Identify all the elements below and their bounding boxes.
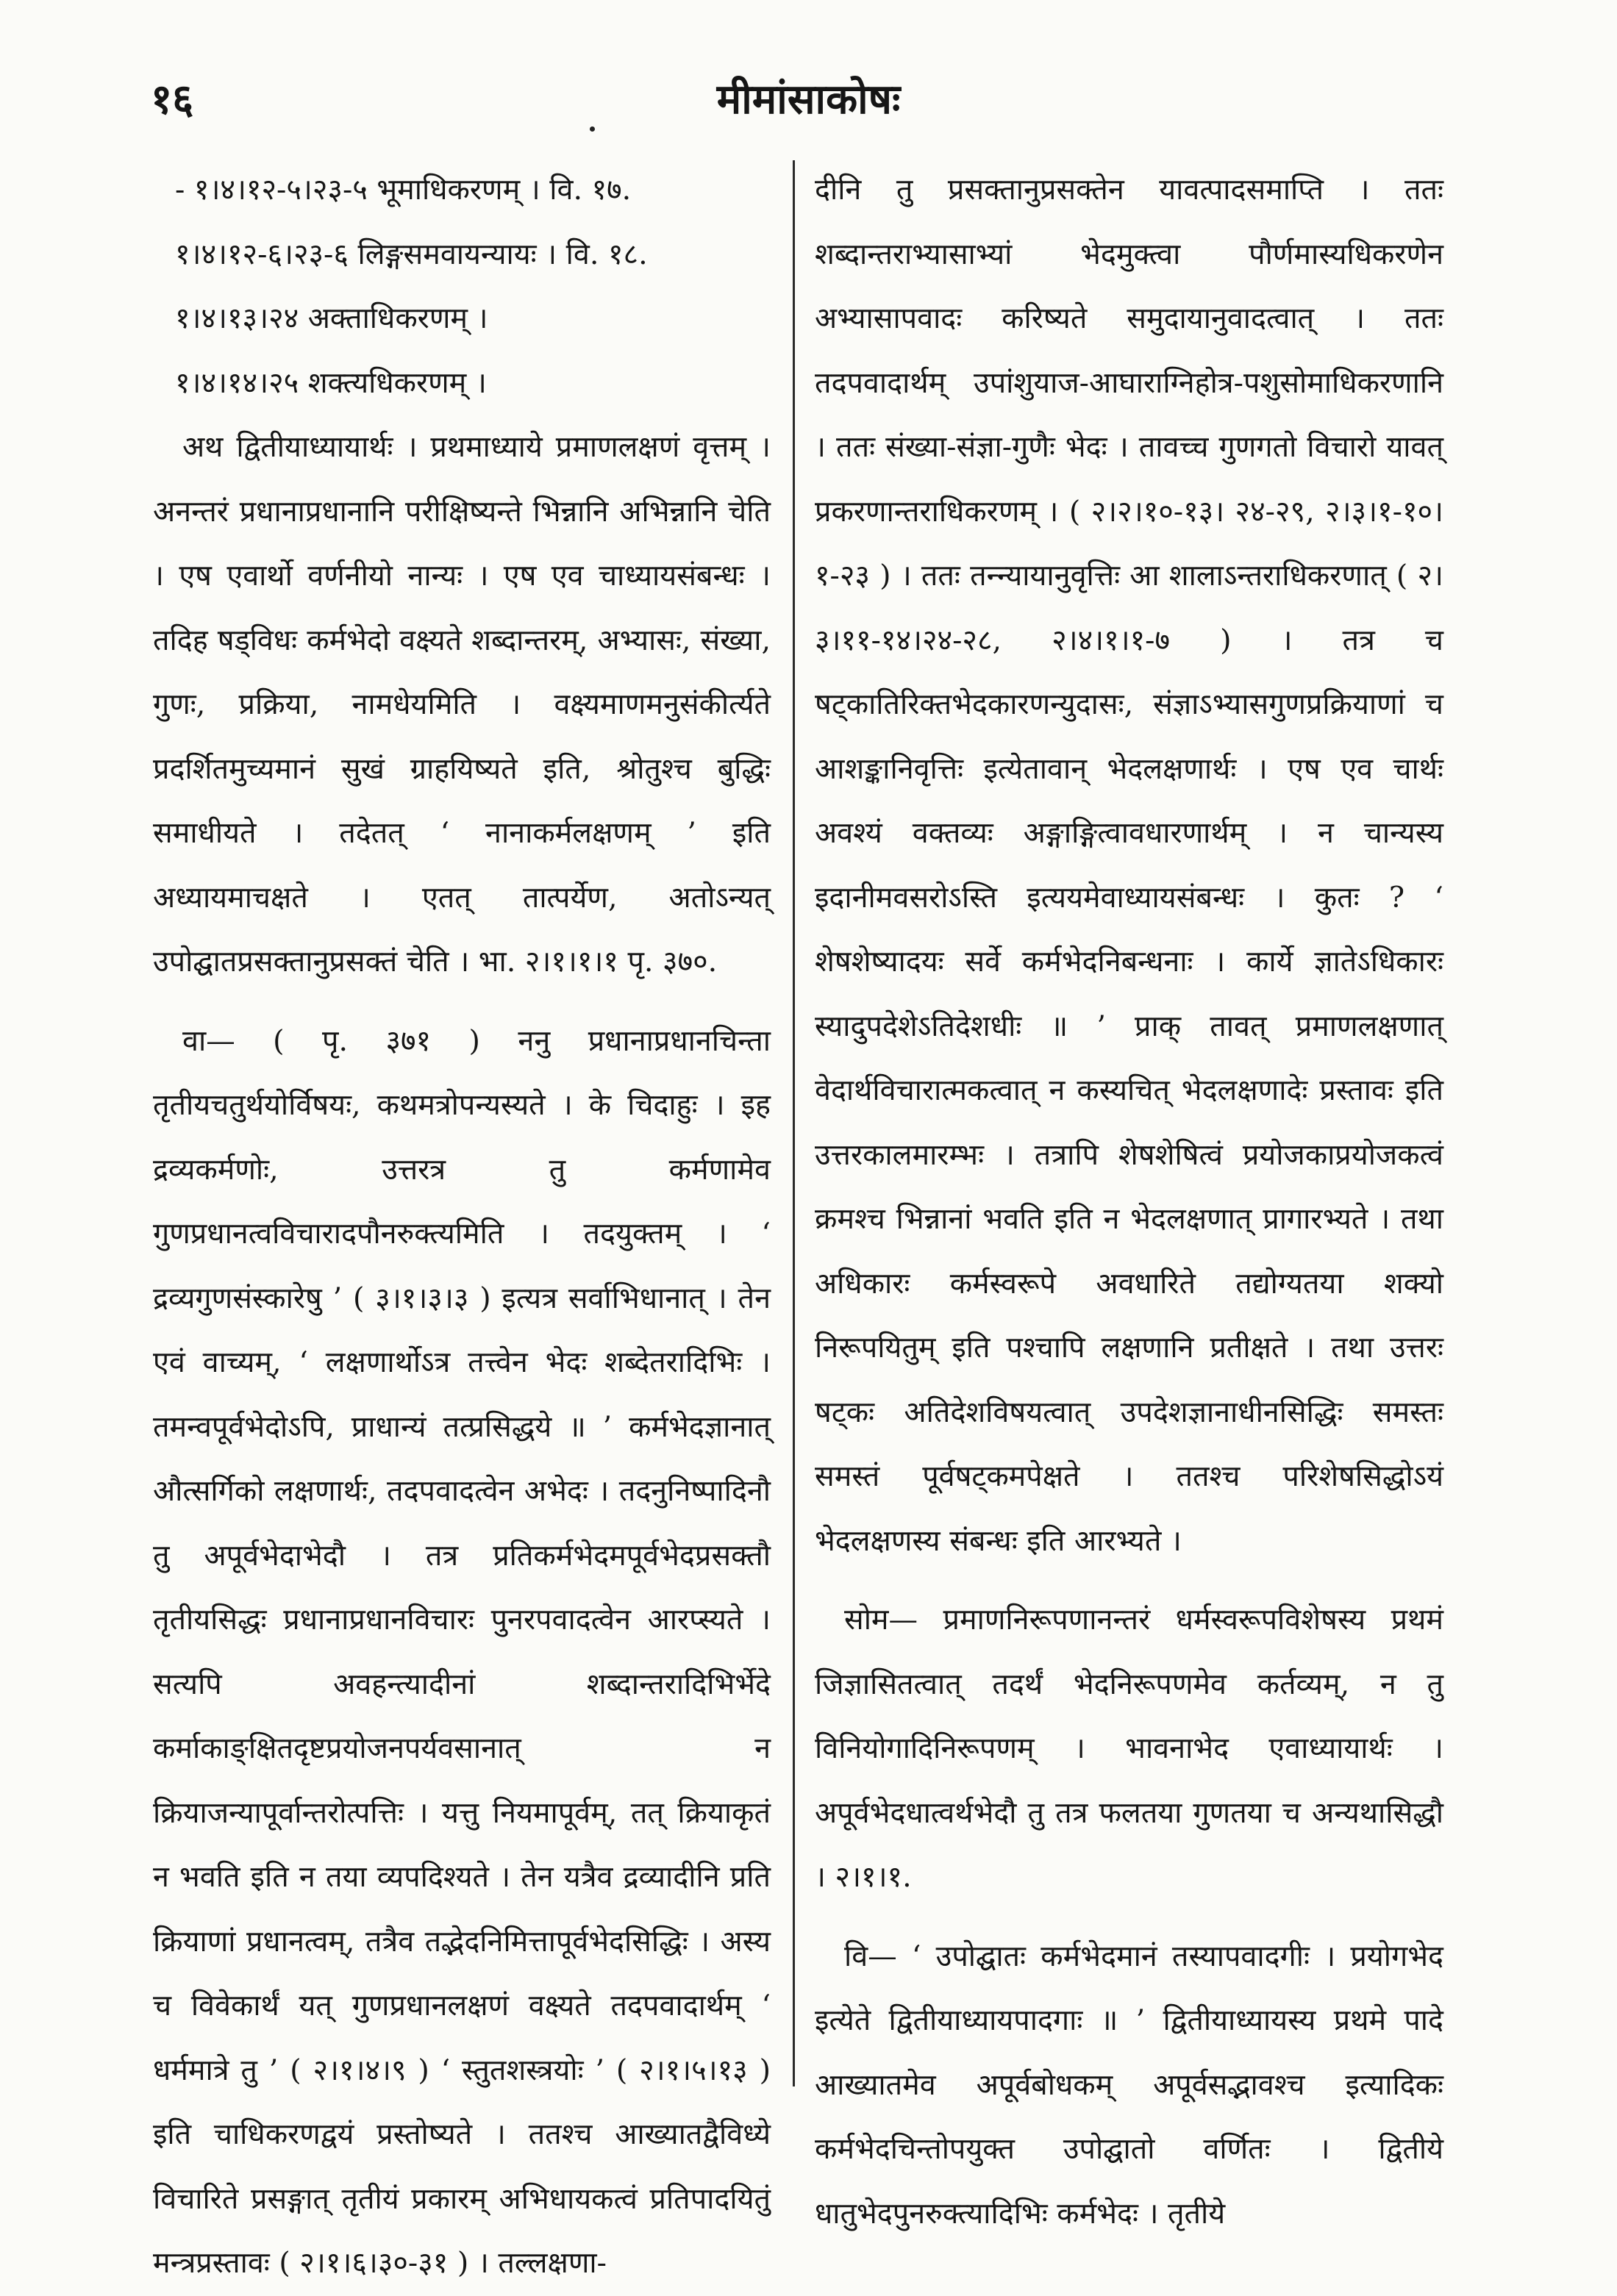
section-reference: - १।४।१२-५।२३-५ भूमाधिकरणम् । वि. १७. (175, 173, 632, 207)
left-column (153, 158, 771, 2280)
page-number: १६ (151, 75, 194, 124)
commentary-paragraph: सोम— प्रमाणनिरूपणानन्तरं धर्मस्वरूपविशेषस्य प्रथमं जिज्ञासितत्वात् तदर्थं भेदनिरूपणमेव कर्तव्यम्, न तु विनियोगादिनिरूपणम् । भावनाभेद एवाध्यायार्थः । अपूर्वभेदधात्वर्थभेदौ तु तत्र फलतया गुणतया च अन्यथासिद्धौ । २।१।१. (815, 1603, 1443, 1894)
paragraph-gap (815, 1910, 1443, 1925)
commentary-paragraph: वा— ( पृ. ३७१ ) ननु प्रधानाप्रधानचिन्ता तृतीयचतुर्थयोर्विषयः, कथमत्रोपन्यस्यते । के चिदाहुः । इह द्रव्यकर्मणोः, उत्तरत्र तु कर्मणामेव गुणप्रधानत्वविचारादपौनरुक्त्यमिति । तदयुक्तम् । ‘ द्रव्यगुणसंस्कारेषु ’ ( ३।१।३।३ ) इत्यत्र सर्वाभिधानात् । तेन एवं वाच्यम्, ‘ लक्षणार्थोऽत्र तत्त्वेन भेदः शब्देतरादिभिः । तमन्वपूर्वभेदोऽपि, प्राधान्यं तत्प्रसिद्धये ॥ ’ कर्मभेदज्ञानात् औत्सर्गिको लक्षणार्थः, तदपवादत्वेन अभेदः । तदनुनिष्पादिनौ तु अपूर्वभेदाभेदौ । तत्र प्रतिकर्मभेदमपूर्वभेदप्रसक्तौ तृतीयसिद्धः प्रधानाप्रधानविचारः पुनरपवादत्वेन आरप्स्यते । सत्यपि अवहन्त्यादीनां शब्दान्तरादिभिर्भेदे कर्माकाङ्क्षितदृष्टप्रयोजनपर्यवसानात् न क्रियाजन्यापूर्वान्तरोत्पत्तिः । यत्तु नियमापूर्वम्, तत् क्रियाकृतं न भवति इति न तया व्यपदिश्यते । तेन यत्रैव द्रव्यादीनि प्रति क्रियाणां प्रधानत्वम्, तत्रैव तद्भेदनिमित्तापूर्वभेदसिद्धिः । अस्य च विवेकार्थं यत् गुणप्रधानलक्षणं वक्ष्यते तदपवादार्थम् ‘ धर्ममात्रे तु ’ ( २।१।४।९ ) ‘ स्तुतशस्त्रयोः ’ ( २।१।५।१३ ) इति चाधिकरणद्वयं प्रस्तोष्यते । ततश्च आख्यातद्वैविध्ये विचारिते प्रसङ्गात् तृतीयं प्रकारम् अभिधायकत्वं प्रतिपादयितुं मन्त्रप्रस्तावः ( २।१।६।३०-३१ ) । तल्लक्षणा- (153, 1023, 771, 2280)
section-reference: १।४।१३।२४ अक्ताधिकरणम् । (175, 301, 488, 335)
commentary-paragraph: दीनि तु प्रसक्तानुप्रसक्तेन यावत्पादसमाप्ति । ततः शब्दान्तराभ्यासाभ्यां भेदमुक्त्वा पौर्णमास्यधिकरणेन अभ्यासापवादः करिष्यते समुदायानुवादत्वात् । ततः तदपवादार्थम् उपांशुयाज-आघाराग्निहोत्र-पशुसोमाधिकरणानि । ततः संख्या-संज्ञा-गुणैः भेदः । तावच्च गुणगतो विचारो यावत् प्रकरणान्तराधिकरणम् । ( २।२।१०-१३। २४-२९, २।३।१-१०।१-२३ ) । ततः तन्न्यायानुवृत्तिः आ शालाऽन्तराधिकरणात् ( २।३।११-१४।२४-२८, २।४।१।१-७ ) । तत्र च षट्कातिरिक्तभेदकारणन्युदासः, संज्ञाऽभ्यासगुणप्रक्रियाणां च आशङ्कानिवृत्तिः इत्येतावान् भेदलक्षणार्थः । एष एव चार्थः अवश्यं वक्तव्यः अङ्गाङ्गित्वावधारणार्थम् । न चान्यस्य इदानीमवसरोऽस्ति इत्ययमेवाध्यायसंबन्धः । कुतः ? ‘ शेषशेष्यादयः सर्वे कर्मभेदनिबन्धनाः । कार्ये ज्ञातेऽधिकारः स्यादुपदेशेऽतिदेशधीः ॥ ’ प्राक् तावत् प्रमाणलक्षणात् वेदार्थविचारात्मकत्वात् न कस्यचित् भेदलक्षणादेः प्रस्तावः इति उत्तरकालमारम्भः । तत्रापि शेषशेषित्वं प्रयोजकाप्रयोजकत्वं क्रमश्च भिन्नानां भवति इति न भेदलक्षणात् प्रागारभ्यते । तथा अधिकारः कर्मस्वरूपे अवधारिते तद्योग्यतया शक्यो निरूपयितुम् इति पश्चापि लक्षणानि प्रतीक्षते । तथा उत्तरः षट्कः अतिदेशविषयत्वात् उपदेशज्ञानाधीनसिद्धिः समस्तः समस्तं पूर्वषट्कमपेक्षते । ततश्च परिशेषसिद्धोऽयं भेदलक्षणस्य संबन्धः इति आरभ्यते । (815, 173, 1443, 1558)
section-reference: १।४।१४।२५ शक्त्यधिकरणम् । (175, 365, 487, 400)
stray-dot (590, 126, 595, 132)
paragraph-gap (153, 995, 771, 1009)
right-column (815, 158, 1443, 2231)
running-head-title: मीमांसाकोषः (716, 75, 901, 124)
page-header (0, 70, 1617, 129)
commentary-paragraph: अथ द्वितीयाध्यायार्थः । प्रथमाध्याये प्रमाणलक्षणं वृत्तम् । अनन्तरं प्रधानाप्रधानानि परीक्षिष्यन्ते भिन्नानि अभिन्नानि चेति । एष एवार्थो वर्णनीयो नान्यः । एष एव चाध्यायसंबन्धः । तदिह षड्विधः कर्मभेदो वक्ष्यते शब्दान्तरम्, अभ्यासः, संख्या, गुणः, प्रक्रिया, नामधेयमिति । वक्ष्यमाणमनुसंकीर्त्यते प्रदर्शितमुच्यमानं सुखं ग्राहयिष्यते इति, श्रोतुश्च बुद्धिः समाधीयते । तदेतत् ‘ नानाकर्मलक्षणम् ’ इति अध्यायमाचक्षते । एतत् तात्पर्येण, अतोऽन्यत् उपोद्घातप्रसक्तानुप्रसक्तं चेति । भा. २।१।१।१ पृ. ३७०. (153, 430, 771, 979)
commentary-paragraph: वि— ‘ उपोद्घातः कर्मभेदमानं तस्यापवादगीः । प्रयोगभेद इत्येते द्वितीयाध्यायपादगाः ॥ ’ द्वितीयाध्यायस्य प्रथमे पादे आख्यातमेव अपूर्वबोधकम् अपूर्वसद्भावश्च इत्यादिकः कर्मभेदचिन्तोपयुक्त उपोद्घातो वर्णितः । द्वितीये धातुभेदपुनरुक्त्यादिभिः कर्मभेदः । तृतीये (815, 1939, 1443, 2231)
section-reference: १।४।१२-६।२३-६ लिङ्गसमवायन्यायः । वि. १८. (175, 237, 648, 271)
paragraph-gap (815, 1573, 1443, 1588)
column-divider (793, 160, 795, 2086)
